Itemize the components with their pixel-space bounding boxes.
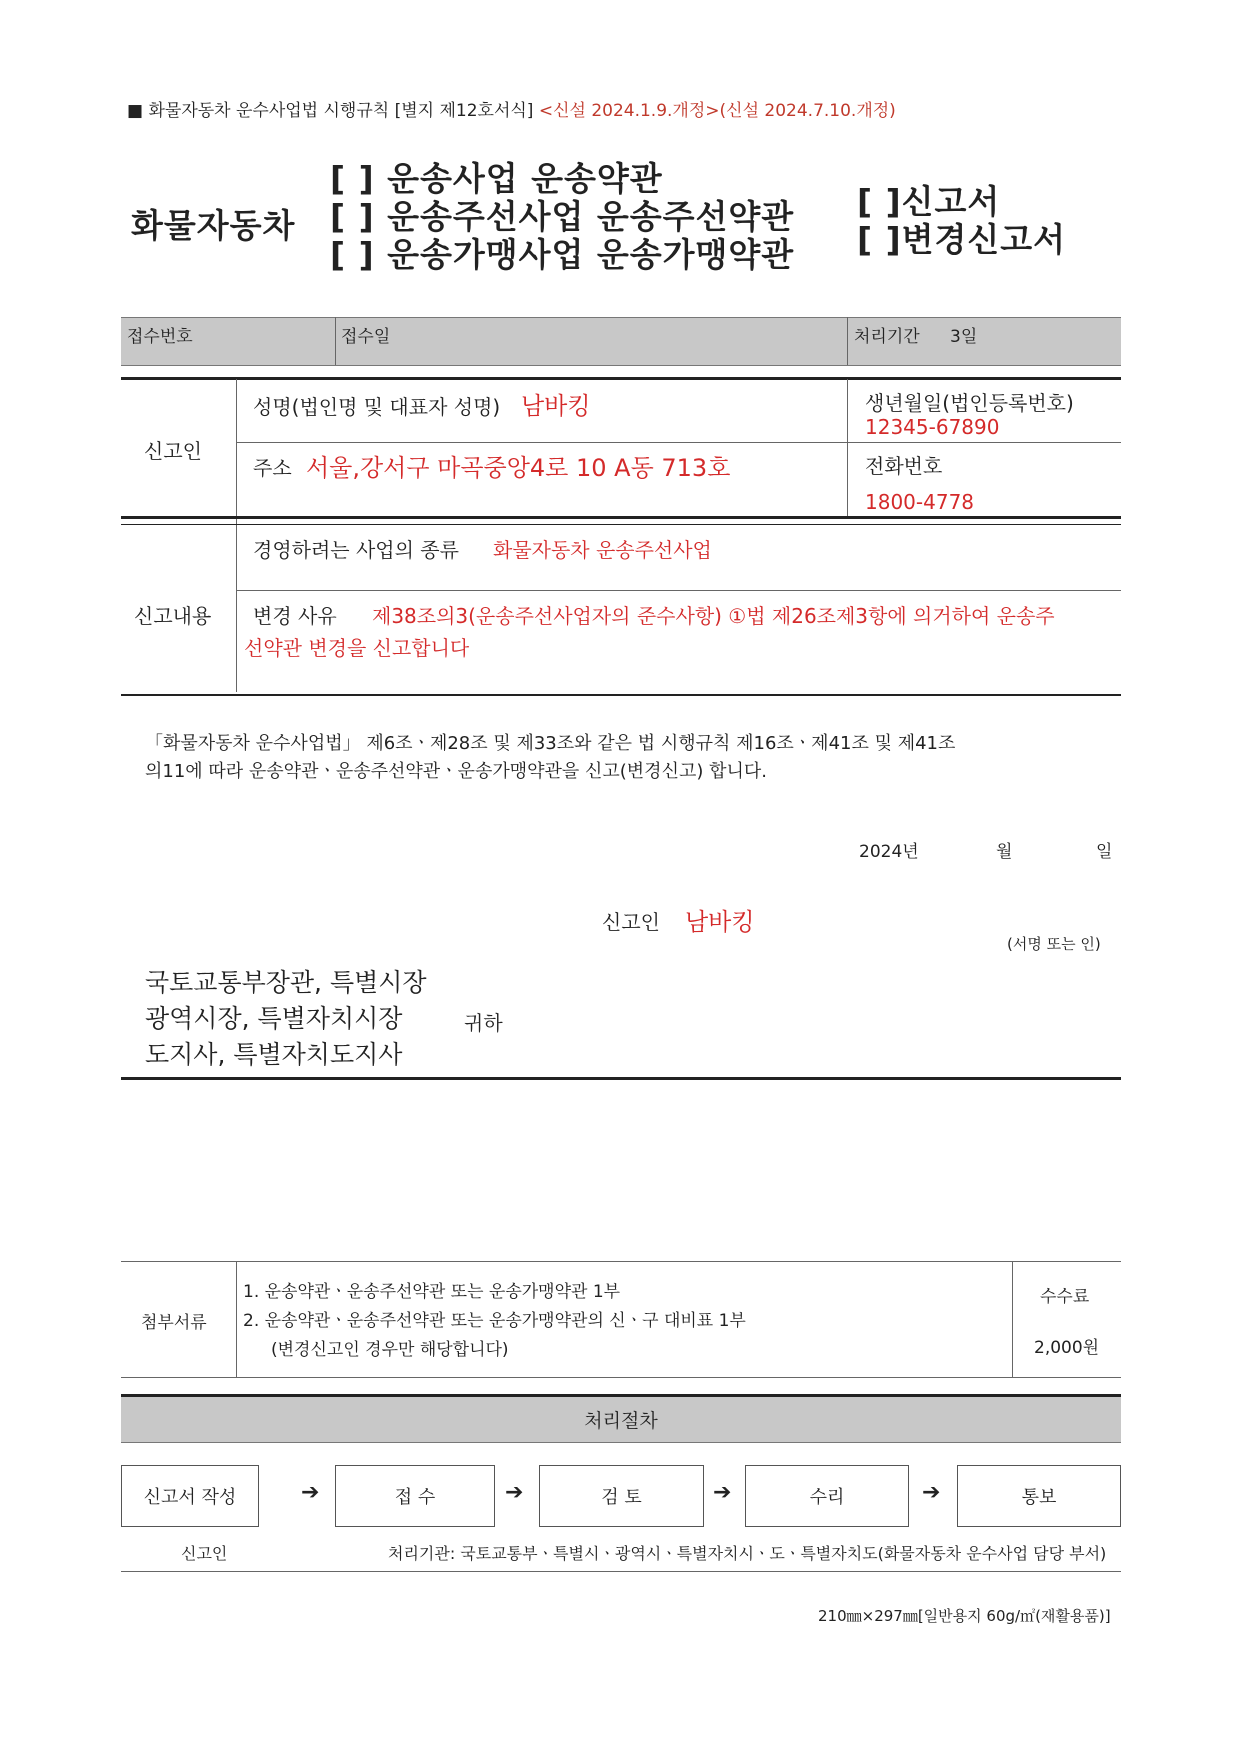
applicant-section-label: 신고인 — [144, 439, 202, 463]
name-value: 남바킹 — [521, 392, 591, 420]
business-type-label: 경영하려는 사업의 종류 — [253, 538, 459, 562]
recipient-line-3: 도지사, 특별자치도지사 — [145, 1040, 403, 1069]
step-accept: 수리 — [745, 1465, 909, 1527]
step-write-report: 신고서 작성 — [121, 1465, 259, 1527]
step-receive: 접 수 — [335, 1465, 495, 1527]
attachments-label: 첨부서류 — [141, 1313, 207, 1333]
name-label: 성명(법인명 및 대표자 성명) — [253, 395, 501, 419]
processing-period-label: 처리기간 — [854, 327, 920, 347]
birth-label: 생년월일(법인등록번호) — [865, 391, 1074, 415]
change-reason-value-2: 선약관 변경을 신고합니다 — [244, 636, 470, 660]
step-review: 검 토 — [539, 1465, 704, 1527]
date-day: 일 — [1096, 842, 1113, 862]
form-reference-text: 화물자동차 운수사업법 시행규칙 [별지 제12호서식] — [148, 101, 534, 121]
title-report-type — [857, 183, 1066, 259]
attachment-item-note: (변경신고인 경우만 해당합니다) — [271, 1340, 509, 1360]
title-left: 화물자동차 — [131, 206, 296, 245]
processing-period-value: 3일 — [950, 327, 978, 347]
signature-note: (서명 또는 인) — [1007, 935, 1101, 953]
statement-line-1: 「화물자동차 운수사업법」 제6조ㆍ제28조 및 제33조와 같은 법 시행규칙 제16조ㆍ제41조 및 제41조 — [145, 733, 956, 754]
attachment-item-2: 2. 운송약관ㆍ운송주선약관 또는 운송가맹약관의 신ㆍ구 대비표 1부 — [243, 1311, 746, 1331]
fee-value: 2,000원 — [1034, 1338, 1100, 1358]
arrow-icon: ➔ — [713, 1480, 732, 1505]
recipient-block — [145, 965, 427, 1073]
phone-value: 1800-4778 — [865, 490, 975, 514]
arrow-icon: ➔ — [922, 1480, 941, 1505]
procedure-title: 처리절차 — [121, 1397, 1121, 1443]
title-option-transport: [ ] 운송사업 운송약관 — [330, 159, 663, 198]
amendment-note: <신설 2024.1.9.개정>(신설 2024.7.10.개정) — [538, 101, 896, 121]
fee-label: 수수료 — [1040, 1287, 1090, 1307]
signature-name: 남바킹 — [685, 908, 755, 936]
date-month: 월 — [996, 842, 1013, 862]
address-value: 서울,강서구 마곡중앙4로 10 A동 713호 — [306, 454, 731, 482]
signature-label: 신고인 — [602, 910, 660, 934]
address-label: 주소 — [253, 456, 292, 480]
step-notify: 통보 — [957, 1465, 1121, 1527]
recipient-suffix: 귀하 — [464, 1011, 503, 1035]
form-reference — [127, 96, 896, 121]
arrow-icon: ➔ — [505, 1480, 524, 1505]
procedure-applicant-note: 신고인 — [181, 1544, 228, 1563]
statement-line-2: 의11에 따라 운송약관ㆍ운송주선약관ㆍ운송가맹약관을 신고(변경신고) 합니다. — [145, 761, 767, 782]
title-change-report: [ ]변경신고서 — [857, 220, 1067, 259]
bullet: ■ — [127, 101, 144, 121]
change-reason-label: 변경 사유 — [253, 604, 337, 628]
birth-value: 12345-67890 — [865, 415, 1000, 439]
title-report: [ ]신고서 — [857, 182, 1001, 221]
title-option-franchise: [ ] 운송가맹사업 운송가맹약관 — [330, 235, 795, 274]
recipient-line-1: 국토교통부장관, 특별시장 — [145, 968, 427, 997]
paper-spec-footer: 210㎜×297㎜[일반용지 60g/㎡(재활용품)] — [818, 1607, 1111, 1625]
phone-label: 전화번호 — [865, 454, 943, 478]
attachments-list — [243, 1278, 746, 1365]
procedure-agency-note: 처리기관: 국토교통부ㆍ특별시ㆍ광역시ㆍ특별자치시ㆍ도ㆍ특별자치도(화물자동차 운수사업 담당 부서) — [388, 1544, 1107, 1563]
receipt-number-label: 접수번호 — [127, 327, 193, 347]
business-type-value: 화물자동차 운송주선사업 — [493, 538, 712, 562]
change-reason-value-1: 제38조의3(운송주선사업자의 준수사항) ①법 제26조제3항에 의거하여 운송주 — [372, 604, 1055, 628]
attachment-item-1: 1. 운송약관ㆍ운송주선약관 또는 운송가맹약관 1부 — [243, 1282, 621, 1302]
arrow-icon: ➔ — [301, 1480, 320, 1505]
content-section-label: 신고내용 — [134, 604, 212, 628]
date-year: 2024년 — [859, 842, 919, 862]
receipt-date-label: 접수일 — [341, 327, 391, 347]
recipient-line-2: 광역시장, 특별자치시장 — [145, 1004, 403, 1033]
title-option-forwarding: [ ] 운송주선사업 운송주선약관 — [330, 197, 795, 236]
title-options — [330, 160, 794, 274]
